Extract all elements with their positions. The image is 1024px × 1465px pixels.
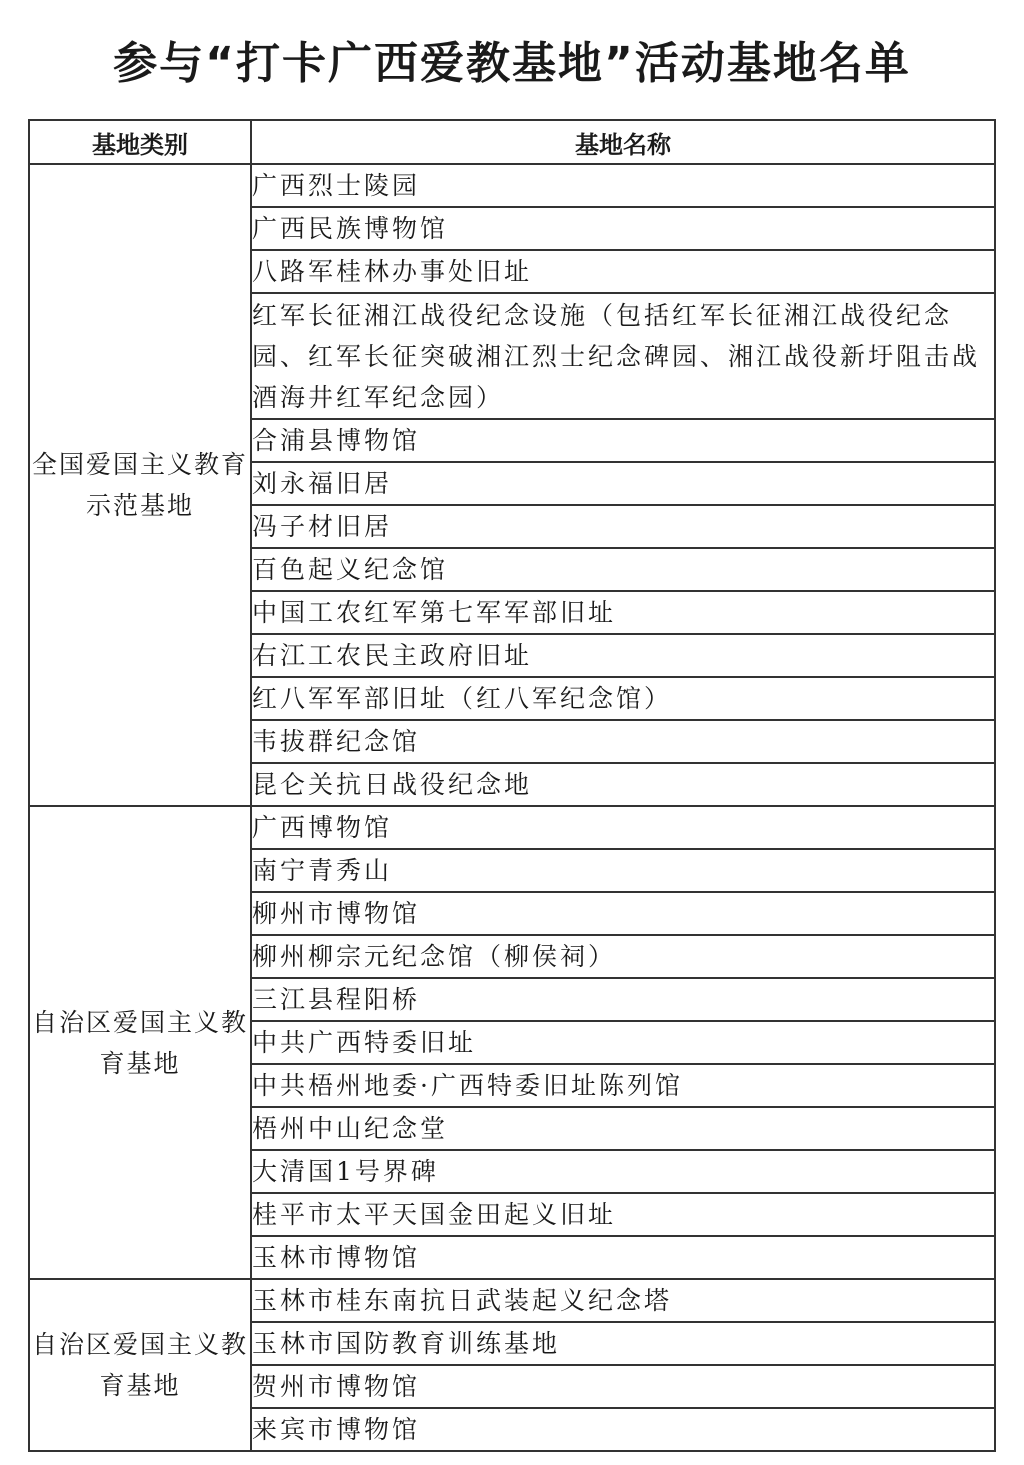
table-row bbox=[29, 806, 995, 849]
base-name-cell: 广西民族博物馆 bbox=[251, 207, 995, 250]
base-name-cell: 红军长征湘江战役纪念设施（包括红军长征湘江战役纪念园、红军长征突破湘江烈士纪念碑园、湘江战役新圩阻击战酒海井红军纪念园） bbox=[251, 293, 995, 419]
base-name-cell: 广西博物馆 bbox=[251, 806, 995, 849]
base-name-cell: 中共梧州地委·广西特委旧址陈列馆 bbox=[251, 1064, 995, 1107]
base-name-cell: 百色起义纪念馆 bbox=[251, 548, 995, 591]
base-name-cell: 桂平市太平天国金田起义旧址 bbox=[251, 1193, 995, 1236]
base-name-cell: 广西烈士陵园 bbox=[251, 164, 995, 207]
table-header-row bbox=[29, 120, 995, 164]
base-name-cell: 玉林市博物馆 bbox=[251, 1236, 995, 1279]
base-name-cell: 刘永福旧居 bbox=[251, 462, 995, 505]
category-cell: 自治区爱国主义教育基地 bbox=[29, 1279, 251, 1451]
base-name-cell: 南宁青秀山 bbox=[251, 849, 995, 892]
base-name-cell: 中共广西特委旧址 bbox=[251, 1021, 995, 1064]
base-name-cell: 中国工农红军第七军军部旧址 bbox=[251, 591, 995, 634]
category-cell: 全国爱国主义教育示范基地 bbox=[29, 164, 251, 806]
base-name-cell: 冯子材旧居 bbox=[251, 505, 995, 548]
base-name-cell: 三江县程阳桥 bbox=[251, 978, 995, 1021]
header-category: 基地类别 bbox=[29, 120, 251, 164]
header-name: 基地名称 bbox=[251, 120, 995, 164]
base-name-cell: 合浦县博物馆 bbox=[251, 419, 995, 462]
base-name-cell: 韦拔群纪念馆 bbox=[251, 720, 995, 763]
base-name-cell: 昆仑关抗日战役纪念地 bbox=[251, 763, 995, 806]
base-name-cell: 八路军桂林办事处旧址 bbox=[251, 250, 995, 293]
base-name-cell: 梧州中山纪念堂 bbox=[251, 1107, 995, 1150]
base-list-table bbox=[28, 119, 996, 1452]
base-name-cell: 来宾市博物馆 bbox=[251, 1408, 995, 1451]
base-name-cell: 柳州市博物馆 bbox=[251, 892, 995, 935]
base-name-cell: 红八军军部旧址（红八军纪念馆） bbox=[251, 677, 995, 720]
base-name-cell: 柳州柳宗元纪念馆（柳侯祠） bbox=[251, 935, 995, 978]
base-name-cell: 大清国1号界碑 bbox=[251, 1150, 995, 1193]
table-row bbox=[29, 1279, 995, 1322]
category-cell: 自治区爱国主义教育基地 bbox=[29, 806, 251, 1279]
base-name-cell: 玉林市国防教育训练基地 bbox=[251, 1322, 995, 1365]
table-row bbox=[29, 164, 995, 207]
page-title: 参与“打卡广西爱教基地”活动基地名单 bbox=[113, 38, 911, 89]
base-name-cell: 右江工农民主政府旧址 bbox=[251, 634, 995, 677]
base-name-cell: 贺州市博物馆 bbox=[251, 1365, 995, 1408]
base-name-cell: 玉林市桂东南抗日武装起义纪念塔 bbox=[251, 1279, 995, 1322]
